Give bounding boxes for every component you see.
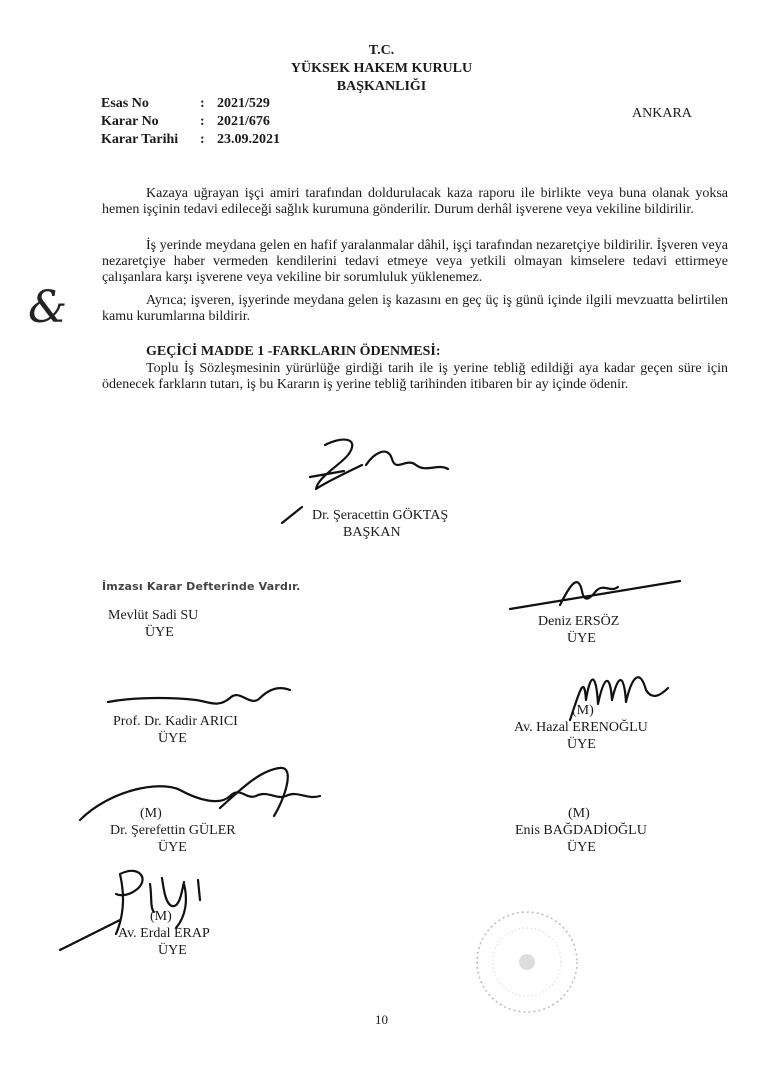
member-name: Deniz ERSÖZ [538, 614, 620, 629]
member-role: ÜYE [158, 731, 187, 746]
official-seal-icon [470, 905, 585, 1020]
header-tc: T.C. [368, 43, 395, 58]
body-paragraph-2: İş yerinde meydana gelen en hafif yaralanmalar dâhil, işçi tarafından nezaretçiye bildirilir. İşveren veya nezaretçiye haber vermeden kendilerini tedavi etmeye veya yetkili olmayan kimselere tedavi ettirmeye çalışanlara karşı işverene veya vekiline bir sorumluluk yüklenemez. [102, 238, 728, 285]
member-name: Mevlüt Sadi SU [108, 608, 199, 623]
header-office: BAŞKANLIĞI [336, 79, 427, 94]
header-institution: YÜKSEK HAKEM KURULU [290, 61, 473, 76]
city-label: ANKARA [632, 106, 692, 121]
member-role: ÜYE [567, 840, 596, 855]
margin-initial-mark: & [28, 282, 68, 333]
meta-value: 2021/529 [217, 96, 270, 111]
body-paragraph-3: Ayrıca; işveren, işyerinde meydana gelen iş kazasını en geç üç iş günü içinde ilgili mevzuatta belirtilen kamu kurumlarına bildirir. [102, 293, 728, 324]
body-paragraph-1: Kazaya uğrayan işçi amiri tarafından doldurulacak kaza raporu ile birlikte veya buna olanak yoksa hemen işçinin tedavi edileceği sağlık kurumuna gönderilir. Durum derhâl işverene veya vekiline bildirilir. [102, 186, 728, 217]
body-paragraph-4: Toplu İş Sözleşmesinin yürürlüğe girdiği tarih ile iş yerine tebliğ edildiği aya kadar geçen süre için ödenecek farkların tutarı, iş bu Kararın iş yerine tebliğ tarihinden itibaren bir ay içinde ödenir. [102, 361, 728, 392]
member-name: Av. Erdal ERAP [118, 926, 210, 941]
member-mark: (M) [572, 703, 594, 718]
meta-sep: : [200, 96, 205, 111]
member-name: Enis BAĞDADİOĞLU [515, 823, 647, 838]
signature-note: İmzası Karar Defterinde Vardır. [102, 580, 301, 593]
member-name: Prof. Dr. Kadir ARICI [113, 714, 238, 729]
meta-sep: : [200, 132, 205, 147]
member-role: ÜYE [158, 840, 187, 855]
president-name: Dr. Şeracettin GÖKTAŞ [312, 508, 449, 523]
meta-key: Esas No [101, 96, 149, 111]
member-mark: (M) [568, 806, 590, 821]
meta-sep: : [200, 114, 205, 129]
president-role: BAŞKAN [343, 525, 401, 540]
meta-key: Karar Tarihi [101, 132, 179, 147]
member-role: ÜYE [567, 631, 596, 646]
member-mark: (M) [150, 909, 172, 924]
member-role: ÜYE [145, 625, 174, 640]
member-mark: (M) [140, 806, 162, 821]
member-role: ÜYE [567, 737, 596, 752]
member-name: Av. Hazal ERENOĞLU [514, 720, 648, 735]
article-title: GEÇİCİ MADDE 1 -FARKLARIN ÖDENMESİ: [146, 344, 441, 359]
member-role: ÜYE [158, 943, 187, 958]
meta-value: 2021/676 [217, 114, 270, 129]
page-number: 10 [375, 1012, 388, 1027]
meta-key: Karar No [101, 114, 159, 129]
member-name: Dr. Şerefettin GÜLER [110, 823, 236, 838]
meta-value: 23.09.2021 [217, 132, 280, 147]
